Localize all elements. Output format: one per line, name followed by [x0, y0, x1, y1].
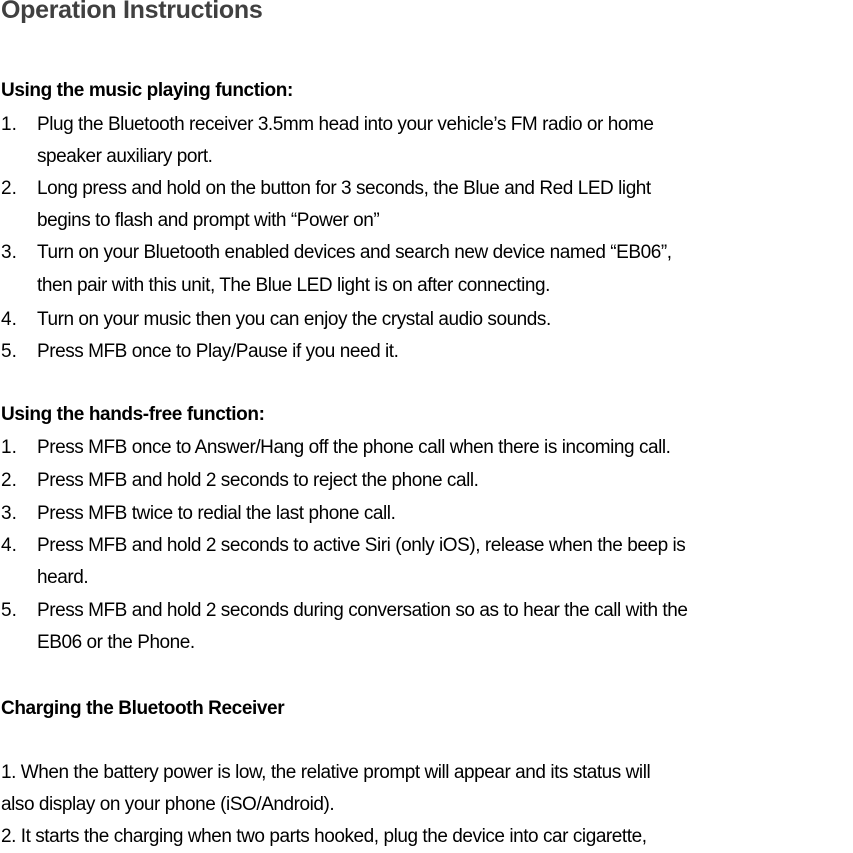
charging-section-heading: Charging the Bluetooth Receiver [1, 698, 285, 719]
handsfree-item-4-line-1: Press MFB and hold 2 seconds to active Siri (only iOS), release when the beep is [37, 535, 686, 556]
music-item-1-number: 1. [1, 114, 17, 135]
handsfree-item-1-line-1: Press MFB once to Answer/Hang off the phone call when there is incoming call. [37, 437, 671, 458]
handsfree-item-4-line-2: heard. [37, 567, 89, 588]
music-item-5-line-1: Press MFB once to Play/Pause if you need it. [37, 341, 399, 362]
handsfree-item-5-line-2: EB06 or the Phone. [37, 632, 195, 653]
handsfree-item-2-line-1: Press MFB and hold 2 seconds to reject the phone call. [37, 470, 479, 491]
music-item-2-line-2: begins to flash and prompt with “Power on” [37, 210, 380, 231]
music-item-3-number: 3. [1, 242, 17, 263]
music-item-2-number: 2. [1, 178, 17, 199]
handsfree-item-1-number: 1. [1, 437, 17, 458]
handsfree-section-heading: Using the hands-free function: [1, 404, 265, 425]
handsfree-item-5-number: 5. [1, 600, 17, 621]
handsfree-item-2-number: 2. [1, 470, 17, 491]
handsfree-item-3-number: 3. [1, 503, 17, 524]
music-item-3-line-1: Turn on your Bluetooth enabled devices and search new device named “EB06”, [37, 242, 672, 263]
music-item-1-line-2: speaker auxiliary port. [37, 146, 213, 167]
handsfree-item-5-line-1: Press MFB and hold 2 seconds during conversation so as to hear the call with the [37, 600, 688, 621]
charging-paragraph-line-1: 1. When the battery power is low, the relative prompt will appear and its status will [1, 762, 651, 783]
music-item-1-line-1: Plug the Bluetooth receiver 3.5mm head into your vehicle’s FM radio or home [37, 114, 654, 135]
music-item-2-line-1: Long press and hold on the button for 3 seconds, the Blue and Red LED light [37, 178, 651, 199]
charging-paragraph-line-2: also display on your phone (iSO/Android). [1, 794, 335, 815]
music-item-4-number: 4. [1, 309, 17, 330]
charging-paragraph-line-3: 2. It starts the charging when two parts hooked, plug the device into car cigarette, [1, 826, 647, 847]
music-item-5-number: 5. [1, 341, 17, 362]
music-section-heading: Using the music playing function: [1, 80, 293, 101]
page-title: Operation Instructions [1, 0, 263, 24]
music-item-4-line-1: Turn on your music then you can enjoy the crystal audio sounds. [37, 309, 551, 330]
handsfree-item-3-line-1: Press MFB twice to redial the last phone call. [37, 503, 396, 524]
handsfree-item-4-number: 4. [1, 535, 17, 556]
music-item-3-line-2: then pair with this unit, The Blue LED light is on after connecting. [37, 275, 550, 296]
